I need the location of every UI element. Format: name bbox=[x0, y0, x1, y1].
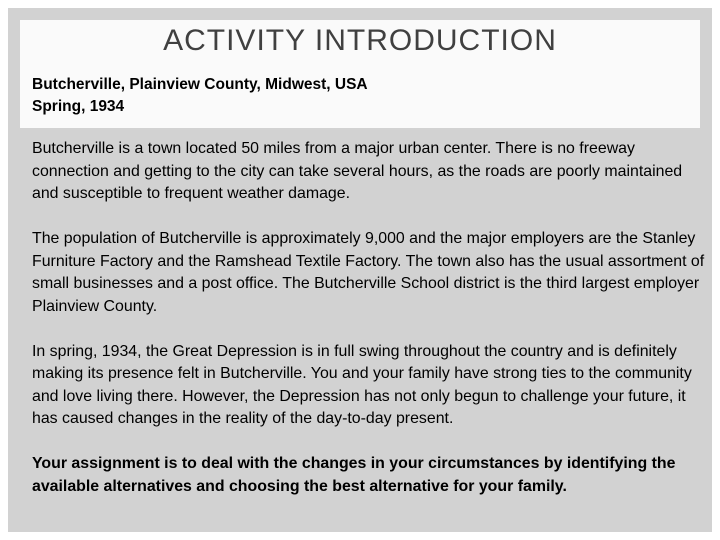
location-line: Butcherville, Plainview County, Midwest, USA bbox=[32, 76, 368, 93]
paragraph-assignment: Your assignment is to deal with the changes in your circumstances by identifying the available alternatives and choosing the best alternative for your family. bbox=[32, 455, 676, 495]
paragraph-population: The population of Butcherville is approximately 9,000 and the major employers are the Stanley Furniture Factory and the Ramshead Textile Factory. The town also has the usual assortment of small businesses and a post office. The Butcherville School district is the third largest employer Plainview County. bbox=[32, 230, 705, 315]
slide-title: ACTIVITY INTRODUCTION bbox=[163, 24, 557, 57]
paragraph-town: Butcherville is a town located 50 miles from a major urban center. There is no freeway connection and getting to the city can take several hours, as the roads are poorly maintained and susceptible to frequent weather damage. bbox=[32, 140, 683, 202]
paragraph-depression: In spring, 1934, the Great Depression is in full swing throughout the country and is definitely making its presence felt in Butcherville. You and your family have strong ties to the community and love living there. However, the Depression has not only begun to challenge your future, it has caused changes in the reality of the day-to-day present. bbox=[32, 342, 692, 427]
slide-subtitle bbox=[32, 74, 368, 118]
date-line: Spring, 1934 bbox=[32, 98, 125, 115]
body-text bbox=[32, 138, 712, 498]
